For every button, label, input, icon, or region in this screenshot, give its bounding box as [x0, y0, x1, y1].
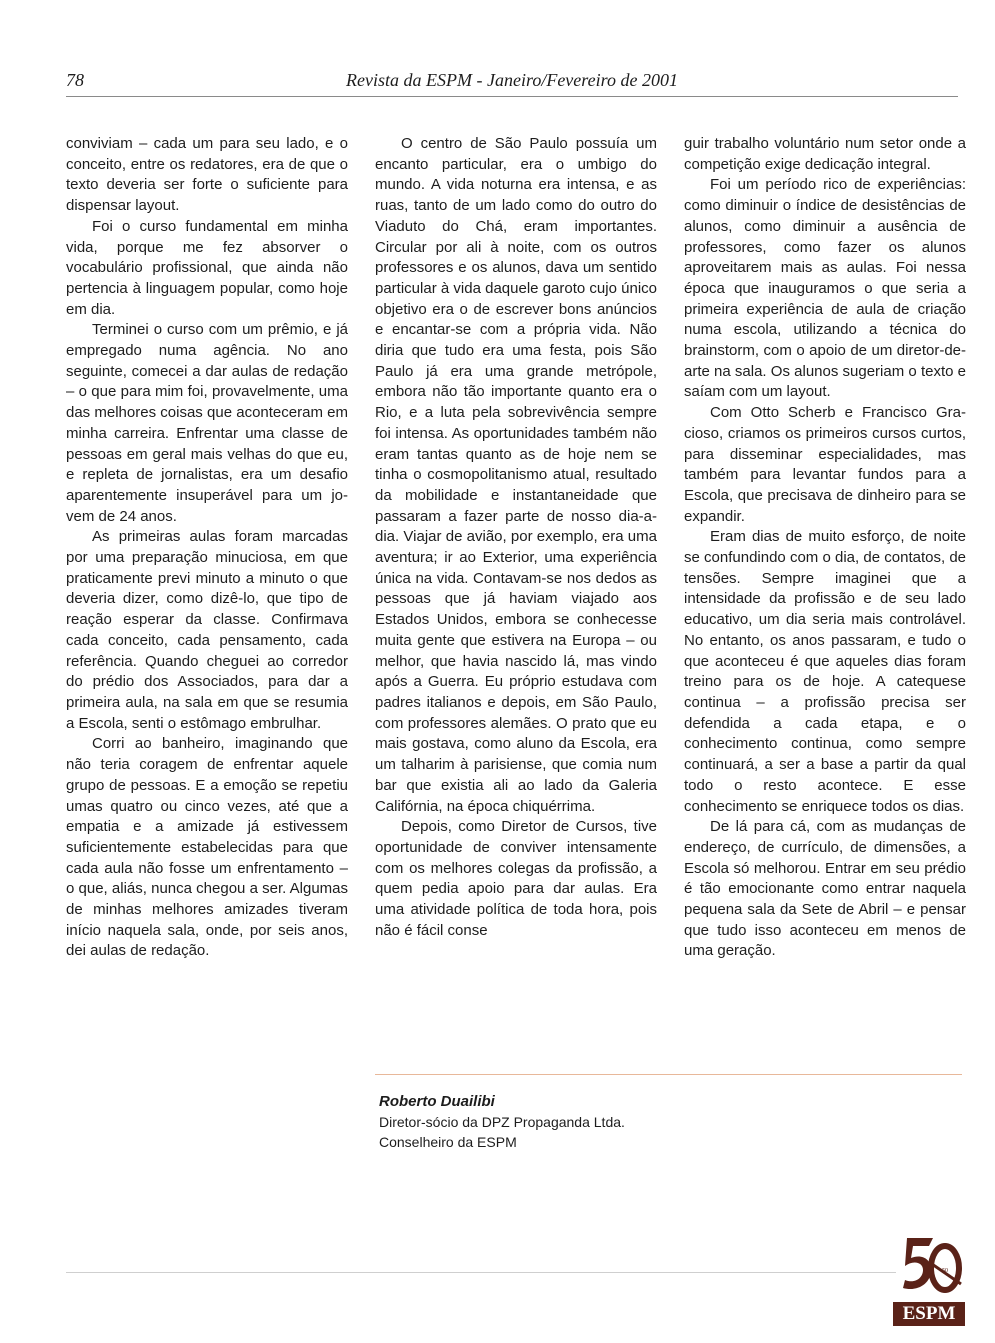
- footer-rule: [66, 1272, 896, 1273]
- article-column-2: [375, 134, 657, 941]
- article-column-1: [66, 134, 348, 962]
- espm-logo-text: ESPM: [893, 1302, 965, 1326]
- article-column-3: [684, 134, 966, 962]
- paragraph: guir trabalho voluntário num setor onde a competição exige dedicação integral.: [684, 135, 966, 173]
- paragraph: De lá para cá, com as mudanças de endereço, de currículo, de dimensões, a Escola só melhorou. Entrar em seu prédio é tão emocionante como entrar naquela pequena sala da Sete de Abril – e pensar que tudo isso aconteceu em menos de uma geração.: [684, 818, 966, 960]
- espm-50-logo: [893, 1232, 965, 1328]
- paragraph: Terminei o curso com um prêmio, e já empregado numa agência. No ano seguinte, comecei a dar aulas de redação – o que para mim foi, provavelmente, uma das melhores coisas que aconteceram em minha carreira. Enfrentar uma classe de pessoas em geral mais velhas do que eu, e repleta de jornalistas, era um desafio aparentemente insuperável para um jovem de 24 anos.: [66, 321, 348, 525]
- paragraph: Eram dias de muito esforço, de noite se confundindo com o dia, de contatos, de tensões. Sempre imaginei que a intensidade da profissão e de seu lado educativo, um dia seria mais controlável. No entanto, os anos passaram, e tudo o que aconteceu é que aqueles dias foram treino para os de hoje. A catequese continua – a profissão precisa ser defendida a cada etapa, e o conhecimento continua, como sempre continuará, a ser a base a partir da qual todo o resto acontece. E esse conhecimento se enriquece todos os dias.: [684, 528, 966, 815]
- author-signature: [379, 1092, 625, 1152]
- anniversary-50-icon: [893, 1232, 965, 1302]
- paragraph: Com Otto Scherb e Francisco Gracioso, criamos os primeiros cursos curtos, para disseminar especialidades, mas também para levantar fundos para a Escola, que precisava de dinheiro para se expandir.: [684, 404, 966, 525]
- svg-text:50: 50: [942, 1268, 948, 1274]
- paragraph: As primeiras aulas foram marcadas por uma preparação minuciosa, em que praticamente previ minuto a minuto o que deveria dizer, como dizê-lo, que tipo de reação esperar da classe. Confirmava cada conceito, cada pensamento, cada referência. Quando cheguei ao corredor do prédio dos Associados, para dar a primeira aula, na sala em que se resumia a Escola, senti o estômago embrulhar.: [66, 528, 348, 732]
- author-title: Diretor-sócio da DPZ Propaganda Ltda.: [379, 1114, 625, 1130]
- running-title: Revista da ESPM - Janeiro/Fevereiro de 2001: [346, 70, 678, 90]
- paragraph: Foi um período rico de experiências: como diminuir o índice de desistências de alunos, como diminuir a ausência de professores, como fazer os alunos aproveitarem mais as aulas. Foi nessa época que inauguramos o que seria a primeira experiência de aula de criação numa escola, utilizando a técnica do brainstorm, com o apoio de um diretor-de-arte na sala. Os alunos sugeriam o texto e saíam com um layout.: [684, 176, 966, 401]
- page-number: 78: [66, 70, 84, 90]
- paragraph: Depois, como Diretor de Cursos, tive oportunidade de conviver intensamente com os melhores colegas da profissão, a quem pedia apoio para dar aulas. Era uma atividade política de toda hora, pois não é fácil conse: [375, 818, 657, 939]
- signature-divider: [375, 1074, 962, 1075]
- paragraph: conviviam – cada um para seu lado, e o conceito, entre os redatores, era de que o texto deveria ser forte o suficiente para dispensar layout.: [66, 135, 348, 215]
- author-affiliation: Conselheiro da ESPM: [379, 1134, 517, 1150]
- paragraph: O centro de São Paulo possuía um encanto particular, era o umbigo do mundo. A vida noturna era intensa, e as ruas, tanto de um lado como do outro do Viaduto do Chá, eram importantes. Circular por ali à noite, com os outros professores e os alunos, dava um sentido particular à vida daquele garoto cujo único objetivo era o de escrever bons anúncios e encantar-se com a própria vida. Não diria que tudo era uma festa, pois São Paulo já era uma grande metrópole, embora não tão importante quanto era o Rio, e a luta pela sobrevivência sempre foi intensa. As oportunidades também não eram tantas quanto as de hoje nem se tinha o cosmopolitanismo atual, resultado da mobilidade e instantaneidade que passaram a fazer parte de nosso dia-a-dia. Viajar de avião, por exemplo, era uma aventura; ir ao Exterior, uma experiência única na vida. Contavam-se nos dedos as pessoas que já haviam viajado aos Estados Unidos, embora se conhecesse muita gente que estivera na Europa – ou melhor, que havia nascido lá, mas vindo após a Guerra. Eu próprio estudava com padres italianos e depois, em São Paulo, com professores alemães. O prato que eu mais gostava, como aluno da Escola, era um talharim à parisiense, que comia num bar que existia ali ao lado da Galeria Califórnia, na época chiquérrima.: [375, 135, 657, 815]
- paragraph: Foi o curso fundamental em minha vida, porque me fez absorver o vocabulário profissional, que ainda não pertencia à linguagem popular, como hoje em dia.: [66, 217, 348, 318]
- running-header: [66, 68, 958, 97]
- paragraph: Corri ao banheiro, imaginando que não teria coragem de enfrentar aquele grupo de pessoas. E a emoção se repetiu umas quatro ou cinco vezes, até que a empatia e a amizade já estivessem suficientemente estabelecidas para que cada aula não fosse um enfrentamento – o que, aliás, nunca chegou a ser. Algumas de minhas melhores amizades tiveram início naquela sala, onde, por seis anos, dei aulas de redação.: [66, 735, 348, 960]
- author-name: Roberto Duailibi: [379, 1093, 495, 1110]
